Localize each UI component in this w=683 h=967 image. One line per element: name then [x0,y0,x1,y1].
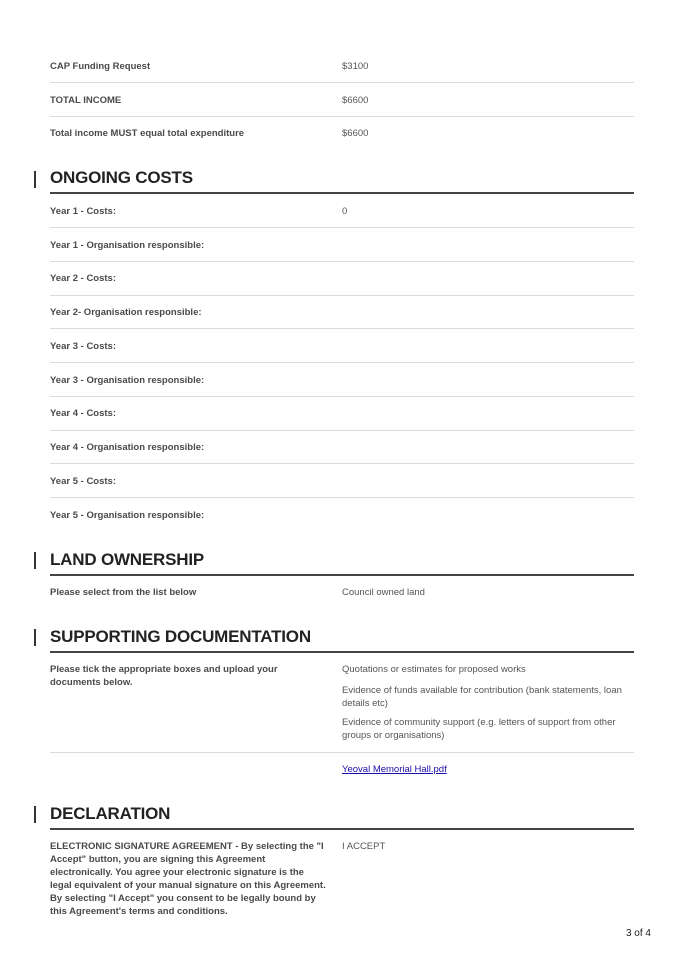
supporting-row [50,653,634,753]
section-title: SUPPORTING DOCUMENTATION [50,627,311,646]
ongoing-row [50,431,634,464]
section-marker [34,171,36,188]
row-label: Year 1 - Organisation responsible: [50,240,205,251]
row-label: Year 3 - Costs: [50,341,116,352]
row-label: CAP Funding Request [50,61,151,72]
section-marker [34,629,36,646]
income-row-cap-funding [50,50,634,83]
ongoing-row [50,498,634,532]
row-label: Year 4 - Organisation responsible: [50,442,205,453]
ongoing-row [50,329,634,363]
section-title: LAND OWNERSHIP [50,550,204,569]
land-row [50,576,634,610]
row-label: Total income MUST equal total expenditure [50,128,245,139]
income-row-total-equal [50,117,634,151]
section-marker [34,806,36,823]
row-label: Year 5 - Organisation responsible: [50,510,205,521]
row-label: Please select from the list below [50,587,197,598]
section-declaration [50,798,634,830]
row-value: Council owned land [342,587,425,598]
row-label: Please tick the appropriate boxes and upload your documents below. [50,664,278,688]
row-value: $6600 [342,95,369,106]
section-land-ownership [50,544,634,576]
declaration-row [50,830,634,925]
row-label: Year 5 - Costs: [50,476,116,487]
section-ongoing-costs [50,162,634,194]
row-value: 0 [342,206,348,217]
ongoing-row [50,296,634,329]
row-value: I ACCEPT [342,841,386,852]
row-label: Year 4 - Costs: [50,408,116,419]
ongoing-row [50,262,634,296]
ongoing-row [50,397,634,431]
supporting-item: Quotations or estimates for proposed works [342,664,526,675]
row-label: TOTAL INCOME [50,95,122,106]
ongoing-row [50,363,634,397]
file-row [50,753,634,787]
signature-agreement-text: ELECTRONIC SIGNATURE AGREEMENT - By selecting the "I Accept" button, you are signing this Agreement electronically. You agree your electronic signature is the legal equivalent of your manual signature on this Agreement. By selecting "I Accept" you consent to be legally bound by this Agreement's terms and conditions. [50,841,326,917]
supporting-item: Evidence of community support (e.g. letters of support from other groups or organisations) [342,717,616,741]
uploaded-file-link[interactable]: Yeoval Memorial Hall.pdf [342,764,447,775]
page-number: 3 of 4 [625,928,651,939]
row-value: $6600 [342,128,369,139]
ongoing-row [50,194,634,228]
ongoing-row [50,228,634,262]
section-title: ONGOING COSTS [50,168,193,187]
supporting-item: Evidence of funds available for contribution (bank statements, loan details etc) [342,685,622,709]
row-label: Year 2- Organisation responsible: [50,307,202,318]
section-marker [34,552,36,569]
row-label: Year 2 - Costs: [50,273,116,284]
section-title: DECLARATION [50,804,171,823]
row-label: Year 1 - Costs: [50,206,116,217]
row-label: Year 3 - Organisation responsible: [50,375,205,386]
ongoing-row [50,464,634,498]
section-supporting-documentation [50,621,634,653]
income-row-total-income [50,83,634,117]
row-value: $3100 [342,61,369,72]
